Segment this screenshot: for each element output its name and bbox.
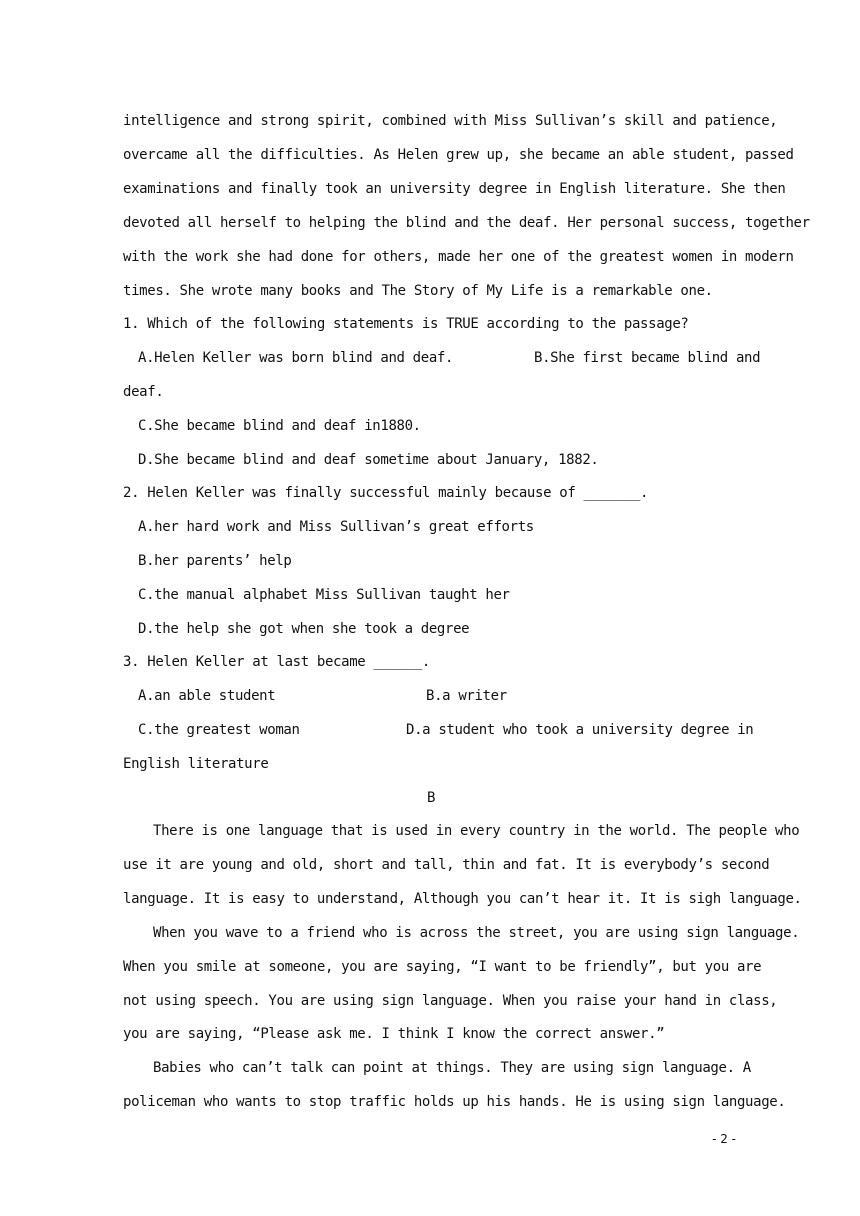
passage-line: examinations and finally took an university degree in English literature. She then <box>123 181 786 197</box>
passage-line: with the work she had done for others, made her one of the greatest women in modern <box>123 249 794 265</box>
question-1-option-b: B.She first became blind and <box>534 350 761 366</box>
passage-b-line: When you smile at someone, you are saying, “I want to be friendly”, but you are <box>123 959 762 975</box>
passage-b-line: not using speech. You are using sign language. When you raise your hand in class, <box>123 993 778 1009</box>
question-3-option-c: C.the greatest woman <box>138 722 300 738</box>
passage-line: overcame all the difficulties. As Helen grew up, she became an able student, passed <box>123 147 794 163</box>
passage-b-line: you are saying, “Please ask me. I think I know the correct answer.” <box>123 1026 665 1042</box>
question-3-option-d-cont: English literature <box>123 756 269 772</box>
question-3-option-d: D.a student who took a university degree in <box>406 722 754 738</box>
passage-line: intelligence and strong spirit, combined with Miss Sullivan’s skill and patience, <box>123 113 778 129</box>
question-2-stem: 2. Helen Keller was finally successful mainly because of _______. <box>123 485 649 501</box>
question-2-option-b: B.her parents’ help <box>138 553 292 569</box>
question-2-option-a: A.her hard work and Miss Sullivan’s great efforts <box>138 519 534 535</box>
passage-line: devoted all herself to helping the blind and the deaf. Her personal success, together <box>123 215 810 231</box>
passage-line: times. She wrote many books and The Story of My Life is a remarkable one. <box>123 283 713 299</box>
question-1-option-c: C.She became blind and deaf in1880. <box>138 418 421 434</box>
passage-b-line: language. It is easy to understand, Although you can’t hear it. It is sigh language. <box>123 891 802 907</box>
question-1-option-b-cont: deaf. <box>123 384 164 400</box>
question-3-option-b: B.a writer <box>426 688 507 704</box>
question-3-stem: 3. Helen Keller at last became ______. <box>123 654 430 670</box>
question-1-option-a: A.Helen Keller was born blind and deaf. <box>138 350 454 366</box>
passage-b-line: use it are young and old, short and tall, thin and fat. It is everybody’s second <box>123 857 770 873</box>
passage-b-line: When you wave to a friend who is across the street, you are using sign language. <box>153 925 800 941</box>
question-3-option-a: A.an able student <box>138 688 276 704</box>
passage-b-line: There is one language that is used in every country in the world. The people who <box>153 823 800 839</box>
question-2-option-d: D.the help she got when she took a degree <box>138 621 470 637</box>
page-number: - 2 - <box>712 1132 736 1146</box>
question-2-option-c: C.the manual alphabet Miss Sullivan taught her <box>138 587 510 603</box>
section-heading: B <box>426 790 436 806</box>
question-1-stem: 1. Which of the following statements is TRUE according to the passage? <box>123 316 689 332</box>
passage-b-line: Babies who can’t talk can point at things. They are using sign language. A <box>153 1060 751 1076</box>
question-1-option-d: D.She became blind and deaf sometime about January, 1882. <box>138 452 599 468</box>
passage-b-line: policeman who wants to stop traffic holds up his hands. He is using sign language. <box>123 1094 786 1110</box>
